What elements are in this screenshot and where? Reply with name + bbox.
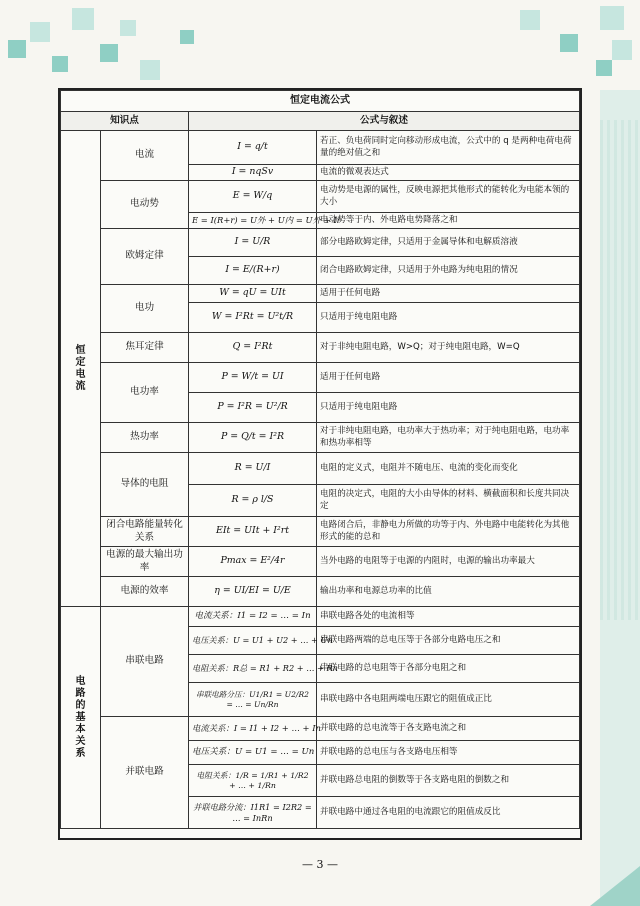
description-cell: 闭合电路欧姆定律，只适用于外电路为纯电阻的情况 xyxy=(317,257,580,285)
description-cell: 适用于任何电路 xyxy=(317,363,580,393)
description-cell: 电动势等于内、外电路电势降落之和 xyxy=(317,213,580,229)
table-header-row xyxy=(61,112,580,131)
table-row xyxy=(61,285,580,303)
table-title-row xyxy=(61,91,580,112)
formula-cell: E = I(R+r) = U外 + U内 = U外 + Ir xyxy=(189,213,317,229)
table-title: 恒定电流公式 xyxy=(61,91,580,112)
table-row xyxy=(61,453,580,485)
topic-label: 电功率 xyxy=(101,363,189,423)
formula-cell: P = I²R = U²/R xyxy=(189,393,317,423)
header-topic: 知识点 xyxy=(61,112,189,131)
description-cell: 串联电路的总电阻等于各部分电阻之和 xyxy=(317,655,580,683)
table-row xyxy=(61,131,580,165)
formula-cell: 电压关系：U = U1 + U2 + … + Un xyxy=(189,627,317,655)
topic-label: 电功 xyxy=(101,285,189,333)
table-row xyxy=(61,577,580,607)
table-row xyxy=(61,363,580,393)
description-cell: 并联电路的总电流等于各支路电流之和 xyxy=(317,717,580,741)
table-row xyxy=(61,517,580,547)
formula-cell: I = q/t xyxy=(189,131,317,165)
formula-cell: W = I²Rt = U²t/R xyxy=(189,303,317,333)
description-cell: 并联电路中通过各电阻的电流跟它的阻值成反比 xyxy=(317,797,580,829)
topic-label: 电动势 xyxy=(101,181,189,229)
corner-decoration xyxy=(590,866,640,906)
topic-label: 闭合电路能量转化关系 xyxy=(101,517,189,547)
topic-label: 电源的最大输出功率 xyxy=(101,547,189,577)
description-cell: 并联电路的总电压与各支路电压相等 xyxy=(317,741,580,765)
description-cell: 输出功率和电源总功率的比值 xyxy=(317,577,580,607)
header-formula: 公式与叙述 xyxy=(189,112,580,131)
topic-label: 串联电路 xyxy=(101,607,189,717)
formula-cell: P = Q/t = I²R xyxy=(189,423,317,453)
table-row xyxy=(61,229,580,257)
description-cell: 对于非纯电阻电路，电功率大于热功率；对于纯电阻电路，电功率和热功率相等 xyxy=(317,423,580,453)
formula-cell: EIt = UIt + I²rt xyxy=(189,517,317,547)
formula-cell: 串联电路分压：U1/R1 = U2/R2 = … = Un/Rn xyxy=(189,683,317,717)
formula-cell: Q = I²Rt xyxy=(189,333,317,363)
description-cell: 电阻的定义式，电阻并不随电压、电流的变化而变化 xyxy=(317,453,580,485)
formula-cell: I = E/(R+r) xyxy=(189,257,317,285)
formula-cell: η = UI/EI = U/E xyxy=(189,577,317,607)
description-cell: 电路闭合后，非静电力所做的功等于内、外电路中电能转化为其他形式的能的总和 xyxy=(317,517,580,547)
topic-label: 并联电路 xyxy=(101,717,189,829)
formula-cell: 电阻关系：1/R = 1/R1 + 1/R2 + … + 1/Rn xyxy=(189,765,317,797)
table-row xyxy=(61,333,580,363)
table-row xyxy=(61,547,580,577)
topic-label: 电源的效率 xyxy=(101,577,189,607)
description-cell: 并联电路总电阻的倒数等于各支路电阻的倒数之和 xyxy=(317,765,580,797)
formula-cell: 电压关系：U = U1 = … = Un xyxy=(189,741,317,765)
description-cell: 电动势是电源的属性，反映电源把其他形式的能转化为电能本领的大小 xyxy=(317,181,580,213)
topic-label: 导体的电阻 xyxy=(101,453,189,517)
table-row xyxy=(61,423,580,453)
formula-cell: R = ρ l/S xyxy=(189,485,317,517)
description-cell: 适用于任何电路 xyxy=(317,285,580,303)
topic-label: 热功率 xyxy=(101,423,189,453)
description-cell: 若正、负电荷同时定向移动形成电流，公式中的 q 是两种电荷电荷量的绝对值之和 xyxy=(317,131,580,165)
table-row xyxy=(61,607,580,627)
topic-label: 欧姆定律 xyxy=(101,229,189,285)
description-cell: 电阻的决定式，电阻的大小由导体的材料、横截面积和长度共同决定 xyxy=(317,485,580,517)
formula-cell: I = nqSv xyxy=(189,165,317,181)
formula-table xyxy=(60,90,580,829)
group-label-constant-current: 恒 定 电 流 xyxy=(61,131,101,607)
group-label-basic-circuit-relations: 电 路 的 基 本 关 系 xyxy=(61,607,101,829)
table-row xyxy=(61,181,580,213)
description-cell: 部分电路欧姆定律，只适用于金属导体和电解质溶液 xyxy=(317,229,580,257)
description-cell: 只适用于纯电阻电路 xyxy=(317,393,580,423)
formula-cell: E = W/q xyxy=(189,181,317,213)
table-row xyxy=(61,717,580,741)
page-number: — 3 — xyxy=(302,858,338,871)
description-cell: 串联电路各处的电流相等 xyxy=(317,607,580,627)
right-margin-stripes xyxy=(600,120,640,620)
formula-cell: 并联电路分流：I1R1 = I2R2 = … = InRn xyxy=(189,797,317,829)
description-cell: 电流的微观表达式 xyxy=(317,165,580,181)
formula-cell: 电流关系：I = I1 + I2 + … + In xyxy=(189,717,317,741)
formula-table-sheet xyxy=(58,88,582,840)
description-cell: 串联电路两端的总电压等于各部分电路电压之和 xyxy=(317,627,580,655)
formula-cell: I = U/R xyxy=(189,229,317,257)
formula-cell: P = W/t = UI xyxy=(189,363,317,393)
topic-label: 焦耳定律 xyxy=(101,333,189,363)
formula-cell: R = U/I xyxy=(189,453,317,485)
description-cell: 串联电路中各电阻两端电压跟它的阻值成正比 xyxy=(317,683,580,717)
formula-cell: 电流关系：I1 = I2 = … = In xyxy=(189,607,317,627)
description-cell: 只适用于纯电阻电路 xyxy=(317,303,580,333)
formula-cell: Pmax = E²/4r xyxy=(189,547,317,577)
formula-cell: 电阻关系：R总 = R1 + R2 + … + Rn xyxy=(189,655,317,683)
topic-label: 电流 xyxy=(101,131,189,181)
description-cell: 对于非纯电阻电路，W>Q；对于纯电阻电路，W=Q xyxy=(317,333,580,363)
formula-cell: W = qU = UIt xyxy=(189,285,317,303)
description-cell: 当外电路的电阻等于电源的内阻时，电源的输出功率最大 xyxy=(317,547,580,577)
